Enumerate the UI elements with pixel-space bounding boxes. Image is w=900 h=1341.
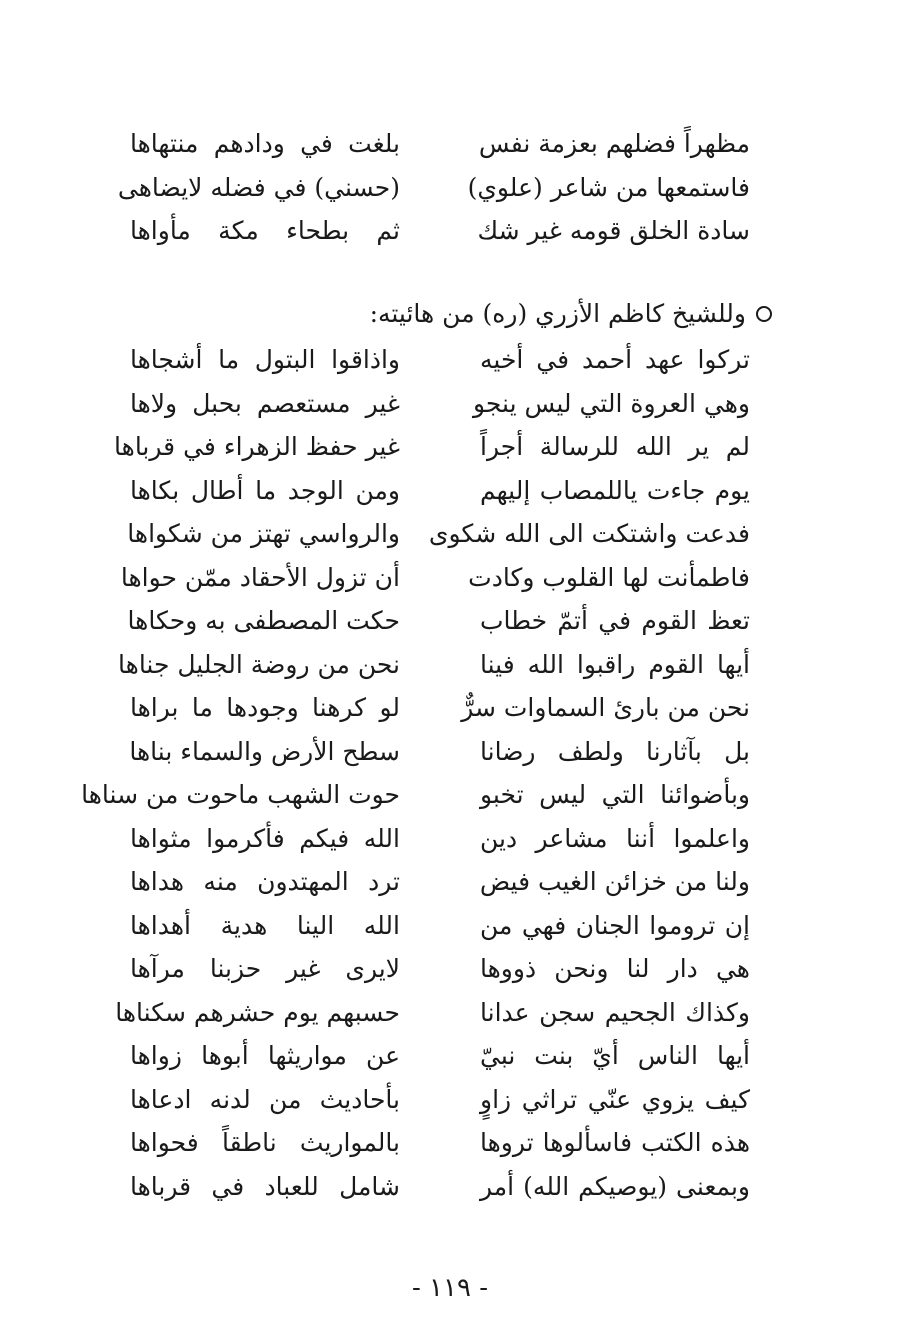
verse-line: [130, 1078, 750, 1122]
verse-second-hemistich: بلغت في ودادهم منتهاها: [130, 129, 400, 158]
verse-second-hemistich: عن مواريثها أبوها زواها: [130, 1041, 400, 1070]
verse-line: [114, 425, 750, 469]
verse-line: [120, 556, 750, 600]
verse-first-hemistich: وبمعنى (يوصيكم الله) أمر: [480, 1171, 750, 1201]
verse-first-hemistich: ولنا من خزائن الغيب فيض: [479, 867, 750, 896]
verse-first-hemistich: وبأضوائنا التي ليس تخبو: [480, 780, 750, 809]
verse-second-hemistich: الله الينا هدية أهداها: [130, 910, 400, 940]
verse-second-hemistich: لايرى غير حزبنا مرآها: [130, 954, 400, 983]
verse-second-hemistich: شامل للعباد في قرباها: [130, 1171, 400, 1201]
verse-second-hemistich: نحن من روضة الجليل جناها: [118, 649, 400, 679]
page-number: - ١١٩ -: [411, 1273, 489, 1303]
section-heading-text: وللشيخ كاظم الأزري (ره) من هائيته:: [369, 299, 746, 328]
verse-first-hemistich: يوم جاءت ياللمصاب إليهم: [480, 475, 750, 505]
verse-first-hemistich: هذه الكتب فاسألوها تروها: [480, 1128, 750, 1157]
verse-line: [118, 643, 750, 687]
verse-first-hemistich: إن تروموا الجنان فهي من: [480, 910, 750, 940]
verse-line: [127, 512, 750, 556]
verse-line: [130, 122, 750, 166]
verse-line: [117, 166, 750, 210]
verse-first-hemistich: كيف يزوي عنّي تراثي زاوٍ: [480, 1084, 750, 1114]
verse-second-hemistich: والرواسي تهتز من شكواها: [127, 519, 400, 548]
poem-verses: [81, 338, 750, 1208]
verse-first-hemistich: واعلموا أننا مشاعر دين: [480, 823, 750, 853]
verse-line: [130, 338, 750, 382]
verse-first-hemistich: بل بآثارنا ولطف رضانا: [480, 736, 750, 766]
verse-second-hemistich: بالمواريث ناطقاً فحواها: [130, 1128, 400, 1157]
verse-line: [130, 947, 750, 991]
section-heading: [122, 294, 772, 334]
verse-line: [130, 686, 750, 730]
verse-line: [130, 209, 750, 253]
verse-line: [130, 1121, 750, 1165]
verse-first-hemistich: وكذاك الجحيم سجن عدانا: [480, 997, 750, 1027]
verse-first-hemistich: فاستمعها من شاعر (علوي): [467, 172, 750, 202]
verse-second-hemistich: غير حفظ الزهراء في قرباها: [114, 432, 400, 461]
verse-second-hemistich: سطح الأرض والسماء بناها: [129, 736, 400, 766]
verse-second-hemistich: غير مستعصم بحبل ولاها: [130, 388, 400, 418]
verse-second-hemistich: بأحاديث من لدنه ادعاها: [130, 1084, 400, 1114]
verse-line: [115, 991, 750, 1035]
verse-first-hemistich: فاطمأنت لها القلوب وكادت: [468, 562, 750, 592]
verse-line: [130, 904, 750, 948]
verse-line: [130, 1165, 750, 1209]
verse-second-hemistich: أن تزول الأحقاد ممّن حواها: [120, 562, 400, 592]
verse-first-hemistich: سادة الخلق قومه غير شك: [477, 216, 750, 245]
verse-line: [130, 469, 750, 513]
verse-line: [130, 382, 750, 426]
verse-second-hemistich: واذاقوا البتول ما أشجاها: [130, 345, 400, 374]
verse-second-hemistich: (حسني) في فضله لايضاهى: [117, 172, 400, 202]
verse-first-hemistich: أيها القوم راقبوا الله فينا: [480, 649, 750, 679]
circle-bullet-icon: [756, 306, 772, 322]
verse-second-hemistich: ومن الوجد ما أطال بكاها: [130, 475, 400, 505]
verse-second-hemistich: حكت المصطفى به وحكاها: [127, 606, 400, 635]
verse-line: [130, 1034, 750, 1078]
verse-first-hemistich: وهي العروة التي ليس ينجو: [472, 388, 750, 418]
verse-line: [130, 817, 750, 861]
verse-second-hemistich: لو كرهنا وجودها ما براها: [130, 693, 400, 722]
verse-second-hemistich: حوت الشهب ماحوت من سناها: [81, 780, 400, 809]
verse-line: [127, 599, 750, 643]
verse-first-hemistich: نحن من بارئ السماوات سرٌّ: [461, 693, 750, 722]
intro-verses: [117, 122, 750, 253]
verse-line: [130, 860, 750, 904]
verse-first-hemistich: فدعت واشتكت الى الله شكوى: [428, 519, 750, 548]
verse-second-hemistich: ترد المهتدون منه هداها: [130, 867, 400, 896]
verse-first-hemistich: لم ير الله للرسالة أجراً: [480, 432, 750, 461]
verse-first-hemistich: تعظ القوم في أتمّ خطاب: [480, 606, 750, 635]
verse-line: [81, 773, 750, 817]
verse-first-hemistich: أيها الناس أيّ بنت نبيّ: [480, 1041, 750, 1070]
verse-first-hemistich: مظهراً فضلهم بعزمة نفس: [478, 129, 750, 158]
verse-second-hemistich: الله فيكم فأكرموا مثواها: [130, 823, 400, 853]
verse-first-hemistich: تركوا عهد أحمد في أخيه: [480, 345, 750, 374]
verse-line: [130, 730, 750, 774]
verse-first-hemistich: هي دار لنا ونحن ذووها: [480, 954, 750, 983]
verse-second-hemistich: ثم بطحاء مكة مأواها: [130, 216, 400, 245]
verse-second-hemistich: حسبهم يوم حشرهم سكناها: [115, 997, 400, 1027]
